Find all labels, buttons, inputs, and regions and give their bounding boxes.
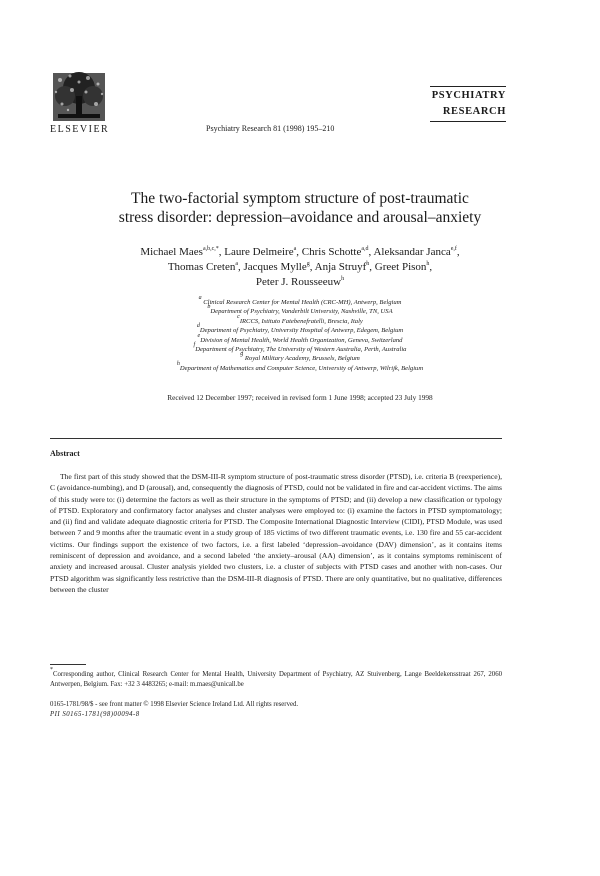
author-name: Jacques Mylle [243, 261, 307, 273]
journal-masthead [432, 88, 506, 120]
author-name: Thomas Creten [167, 261, 236, 273]
author-separator: , [456, 246, 460, 258]
affiliation-text: Department of Psychiatry, Vanderbilt University, Nashville, TN, USA [210, 308, 393, 316]
author-separator: , [296, 246, 302, 258]
author-name: Greet Pison [374, 261, 427, 273]
affiliation-text: Department of Mathematics and Computer Science, University of Antwerp, Wilrijk, Belgium [179, 364, 424, 372]
article-title [40, 189, 560, 227]
received-dates: Received 12 December 1997; received in revised form 1 June 1998; accepted 23 July 1998 [167, 393, 433, 402]
journal-citation: Psychiatry Research 81 (1998) 195–210 [206, 124, 335, 133]
affiliation [60, 332, 540, 345]
affiliation-list [60, 295, 540, 373]
affiliation-text: Department of Psychiatry, University Hospital of Antwerp, Edegem, Belgium [199, 327, 404, 335]
affiliation [60, 351, 540, 363]
abstract-heading: Abstract [50, 449, 80, 458]
footnote-text: Corresponding author, Clinical Research Center for Mental Health, University Department of Psychiatry, AZ Stuivenberg, Lange Beeldekensstraat 267, 2060 Antwerpen, Belgium. Fax: +32 3 4483265; e-mail: m.maes@unicall.be [50, 671, 502, 688]
title-line-2: stress disorder: depression–avoidance and arousal–anxiety [118, 209, 482, 226]
author-name: Peter J. Rousseeuw [255, 276, 342, 288]
author-affiliation-marks: e,f [450, 246, 457, 252]
title-line-1: The two-factorial symptom structure of post-traumatic [131, 190, 469, 207]
author-separator: , [218, 246, 225, 258]
footnote-mark: * [50, 667, 53, 673]
author-line-1 [50, 245, 550, 260]
journal-name-line1: PSYCHIATRY [431, 90, 506, 101]
author-affiliation-marks: h [426, 261, 430, 267]
affiliation-text: Royal Military Academy, Brussels, Belgium [244, 355, 360, 363]
elsevier-tree-logo-icon [50, 70, 108, 124]
author-separator: , [368, 246, 374, 258]
author-separator: , [238, 261, 244, 273]
affiliation-mark: g [240, 351, 244, 358]
author-name: Laure Delmeire [224, 246, 294, 258]
abstract-paragraph: The first part of this study showed that the DSM-III-R symptom structure of post-traumatic stress disorder (PTSD), i.e. criteria B (reexperience), C (avoidance-numbing), and D (arousal), and, consequently the diagnosis of PTSD, could not be validated in fire and car-accident victims. The aims of this study were to: (i) determine the factors as well as their structure in the symptoms of PTSD; and (ii) develop a new classification or typology of PTSD. Exploratory and confirmatory factor analyses and cluster analyses were employed to: (i) examine the factors in PTSD symptomatology; and (ii) find and validate adequate diagnostic criteria for PTSD. The Composite International Diagnostic Interview (CIDI), PTSD Module, was used between 7 and 9 months after the traumatic event in a study group of 185 victims of two different traumatic events, i.e. 130 fire and 55 car-accident victims. Our findings support the existence of two factors, i.e. a first labeled ‘depression–avoidance (DAV) dimension’, as it contains items reminiscent of depression and avoidance, and a second labeled ‘the anxiety–arousal (AA) dimension’, as it contains symptoms reminiscent of anxiety and increased arousal. Cluster analysis yielded two clusters, i.e. a cluster of subjects with PTSD cases and another with non-cases. Our PTSD algorithm was significantly less restrictive than the DSM-III-R diagnosis of PTSD. There are only quantitative, but no qualitative, differences between the cluster [50, 472, 502, 594]
author-affiliation-marks: g [306, 261, 310, 267]
affiliation-mark: h [176, 360, 180, 367]
abstract-body [50, 471, 502, 595]
author-affiliation-marks: a,b,c,* [202, 246, 219, 252]
author-name: Anja Struyf [314, 261, 367, 273]
affiliation [60, 295, 540, 307]
author-name: Chris Schotte [301, 246, 362, 258]
author-list [50, 245, 550, 290]
affiliation-text: Clinical Research Center for Mental Health (CRC-MH), Antwerp, Belgium [203, 299, 402, 306]
affiliation-text: Division of Mental Health, World Health Organization, Geneva, Switzerland [200, 336, 403, 344]
author-affiliation-marks: a [235, 261, 238, 267]
affiliation-mark: e [197, 332, 201, 339]
section-divider [50, 438, 502, 439]
author-affiliation-marks: h [341, 276, 345, 282]
pii-identifier: PII S0165-1781(98)00094-8 [50, 711, 140, 718]
author-name: Michael Maes [140, 246, 203, 258]
author-separator: , [429, 261, 433, 273]
copyright-line: 0165-1781/98/$ - see front matter © 1998 Elsevier Science Ireland Ltd. All rights reserved. [50, 701, 299, 708]
affiliation [60, 313, 540, 326]
author-affiliation-marks: a,d [361, 246, 369, 252]
author-line-2 [50, 260, 550, 275]
author-line-3 [50, 275, 550, 290]
author-affiliation-marks: h [366, 261, 370, 267]
affiliation [60, 304, 540, 316]
affiliation-mark: c [237, 313, 240, 320]
author-affiliation-marks: a [293, 246, 297, 252]
masthead-rule-top [430, 86, 506, 87]
affiliation-text: Department of Psychiatry, The University of Western Australia, Perth, Australia [195, 346, 407, 354]
corresponding-author-footnote [50, 667, 502, 690]
publisher-name: ELSEVIER [50, 124, 110, 135]
affiliation [60, 323, 540, 335]
affiliation-mark: d [196, 323, 200, 330]
author-name: Aleksandar Janca [373, 246, 451, 258]
author-separator: , [309, 261, 315, 273]
affiliation-mark: f [193, 342, 196, 349]
author-separator: , [369, 261, 375, 273]
affiliation-mark: b [207, 304, 211, 311]
footnote-divider [50, 664, 86, 665]
affiliation-text: IRCCS, Istituto Fatebenefratelli, Brescia, Italy [239, 317, 363, 325]
masthead-rule-bottom [430, 121, 506, 122]
affiliation [60, 342, 540, 354]
affiliation [60, 360, 540, 373]
affiliation-mark: a [198, 295, 202, 301]
journal-name-line2: RESEARCH [442, 106, 506, 117]
